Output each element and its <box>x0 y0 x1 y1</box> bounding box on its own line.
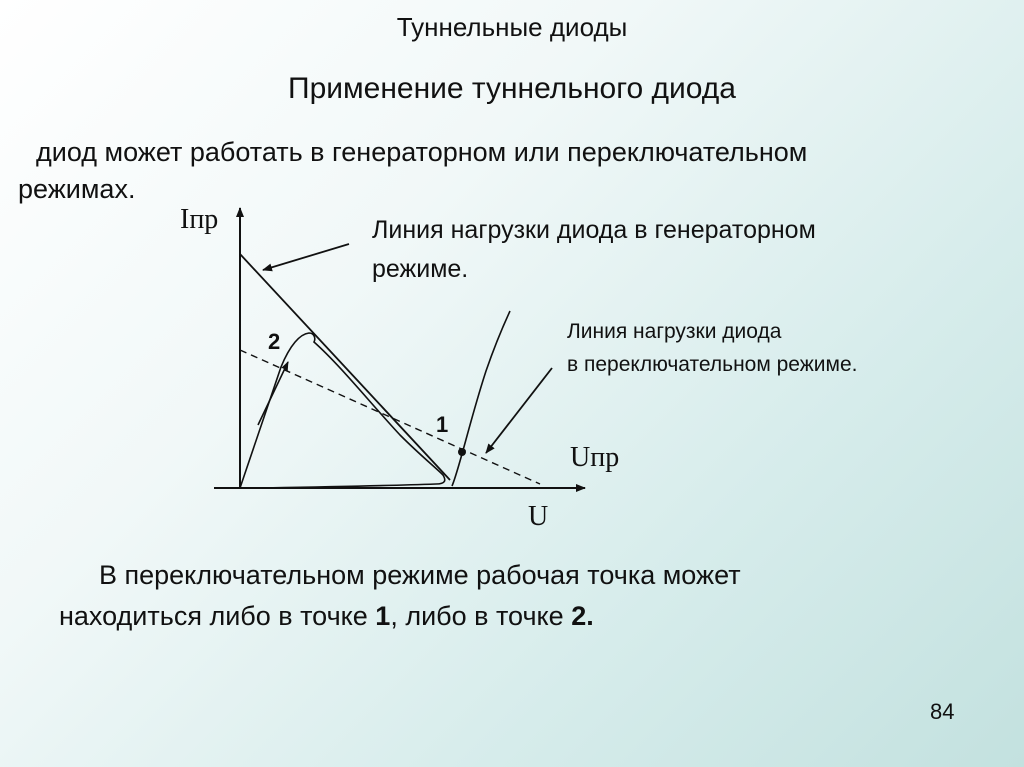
switching-callout-line-2: в переключательном режиме. <box>567 353 858 376</box>
intro-text-line-2: режимах. <box>18 174 136 204</box>
point-1-label: 1 <box>436 412 449 437</box>
conclusion-line-1: В переключательном режиме рабочая точка может <box>99 560 741 590</box>
conclusion-text-c: , либо в точке <box>390 601 572 631</box>
switching-callout-line-1: Линия нагрузки диода <box>567 320 782 343</box>
operating-point-1 <box>458 448 466 456</box>
point-2-label: 2 <box>268 329 281 354</box>
upr-label: Uпр <box>570 442 620 473</box>
conclusion-text-a: находиться либо в точке <box>59 601 376 631</box>
generator-callout-line-1: Линия нагрузки диода в генераторном <box>372 216 816 244</box>
y-axis-label: Iпр <box>180 204 219 235</box>
page-number: 84 <box>930 699 955 724</box>
load-line-switching <box>240 350 540 484</box>
conclusion-point-1: 1 <box>375 601 391 631</box>
callout-arrow-generator <box>263 244 349 270</box>
generator-callout-line-2: режиме. <box>372 255 469 283</box>
load-line-generator <box>240 254 450 480</box>
slide-heading: Применение туннельного диода <box>288 72 736 105</box>
intro-text-line-1: диод может работать в генераторном или переключательном <box>36 137 808 167</box>
conclusion-point-2: 2. <box>571 601 594 631</box>
callout-arrow-switching <box>486 368 552 453</box>
conclusion-line-2 <box>59 601 594 632</box>
rising-branch-arrow <box>258 362 288 425</box>
x-axis-label: U <box>528 501 549 532</box>
deck-title: Туннельные диоды <box>396 12 628 42</box>
